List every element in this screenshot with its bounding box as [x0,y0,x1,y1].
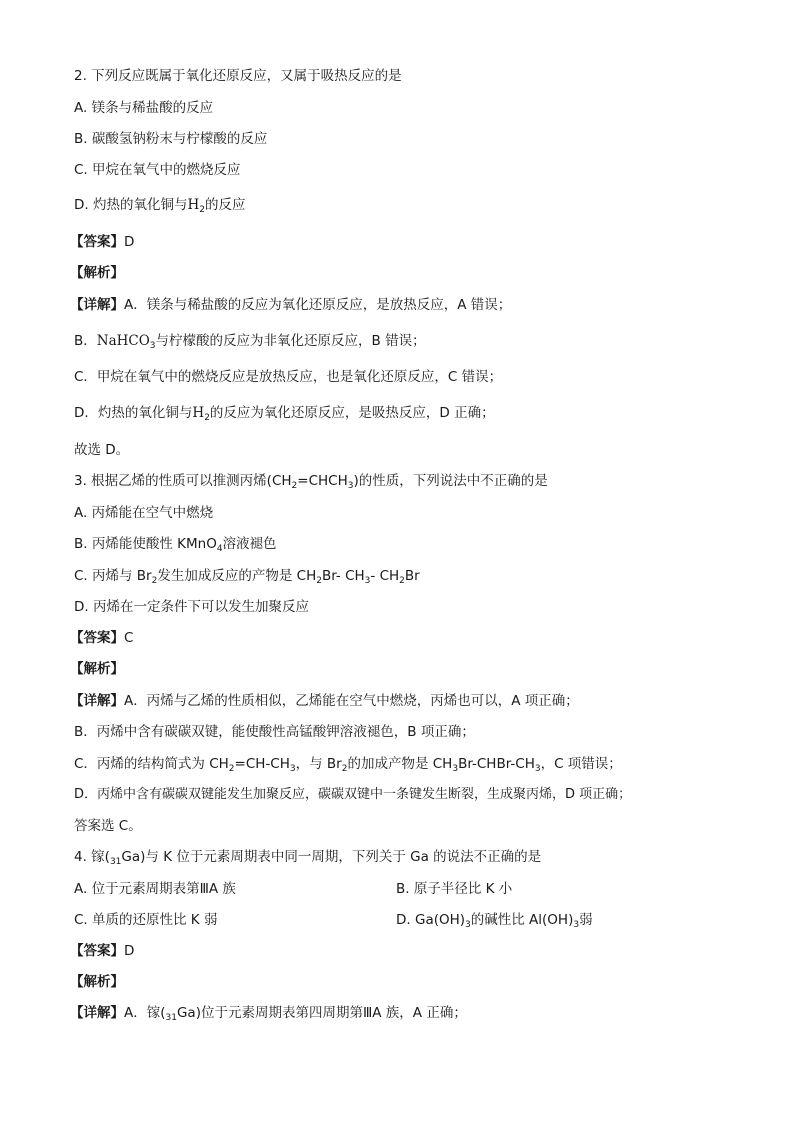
q3-analysis-tag: 【解析】 [70,661,124,677]
q4-option-a: A. 位于元素周期表第ⅢA 族 [74,881,236,897]
q4-analysis-tag: 【解析】 [70,974,124,990]
q2-stem: 2. 下列反应既属于氧化还原反应，又属于吸热反应的是 [74,68,402,84]
q2-option-a: A. 镁条与稀盐酸的反应 [74,100,214,116]
q3-stem: 3. 根据乙烯的性质可以推测丙烯$(CH_2=CHCH_3)$的性质，下列说法中不正确的是 [74,473,548,491]
q4-option-c: C. 单质的还原性比 K 弱 [74,912,218,928]
q2-option-c: C. 甲烷在氧气中的燃烧反应 [74,162,241,178]
q4-detail-a: 【详解】A．镓$(_{31}Ga)$位于元素周期表第四周期第ⅢA 族，A 正确； [70,1005,467,1023]
q3-option-a: A. 丙烯能在空气中燃烧 [74,505,214,521]
q2-detail-d: D．灼热的氧化铜与$H_2$的反应为氧化还原反应，是吸热反应，D 正确； [74,405,495,423]
q2-detail-c: C．甲烷在氧气中的燃烧反应是放热反应，也是氧化还原反应，C 错误； [74,369,503,385]
q3-option-c: C. 丙烯与 $Br_2$发生加成反应的产物是 $CH_2Br-$ $CH_3-$ $CH_2Br$ [74,568,420,586]
q2-detail-b: B．NaHCO$_3$与柠檬酸的反应为非氧化还原反应，B 错误； [74,333,426,351]
q3-detail-a: 【详解】A．丙烯与乙烯的性质相似，乙烯能在空气中燃烧，丙烯也可以，A 项正确； [70,693,579,709]
q4-answer: 【答案】D [70,943,135,959]
q3-detail-c: C．丙烯的结构简式为 $CH_2=CH-CH_3$，与 $Br_2$的加成产物是 $CH_3Br-CHBr-CH_3$，C 项错误； [74,756,622,774]
q4-option-b: B. 原子半径比 K 小 [396,881,513,897]
q2-analysis-tag: 【解析】 [70,265,124,281]
q3-option-b: B. 丙烯能使酸性 KMnO$_4$溶液褪色 [74,536,277,554]
q2-conclusion: 故选 D。 [74,442,130,458]
q3-conclusion: 答案选 C。 [74,818,142,834]
q2-option-d: D. 灼热的氧化铜与$H_2$的反应 [74,197,246,215]
q2-detail-a: 【详解】A．镁条与稀盐酸的反应为氧化还原反应，是放热反应，A 错误； [70,297,512,313]
q3-option-d: D. 丙烯在一定条件下可以发生加聚反应 [74,599,309,615]
q4-option-d: D. $Ga(OH)_3$的碱性比 $Al(OH)_3$弱 [396,912,593,930]
q3-detail-d: D．丙烯中含有碳碳双键能发生加聚反应，碳碳双键中一条键发生断裂，生成聚丙烯，D 项正确； [74,787,632,802]
q4-stem: 4. 镓$(_{31}Ga)$与 K 位于元素周期表中同一周期，下列关于 Ga 的说法不正确的是 [74,849,542,867]
q2-answer: 【答案】D [70,234,135,250]
q2-option-b: B. 碳酸氢钠粉末与柠檬酸的反应 [74,131,268,147]
q3-answer: 【答案】C [70,630,134,646]
q3-detail-b: B．丙烯中含有碳碳双键，能使酸性高锰酸钾溶液褪色，B 项正确； [74,724,475,740]
